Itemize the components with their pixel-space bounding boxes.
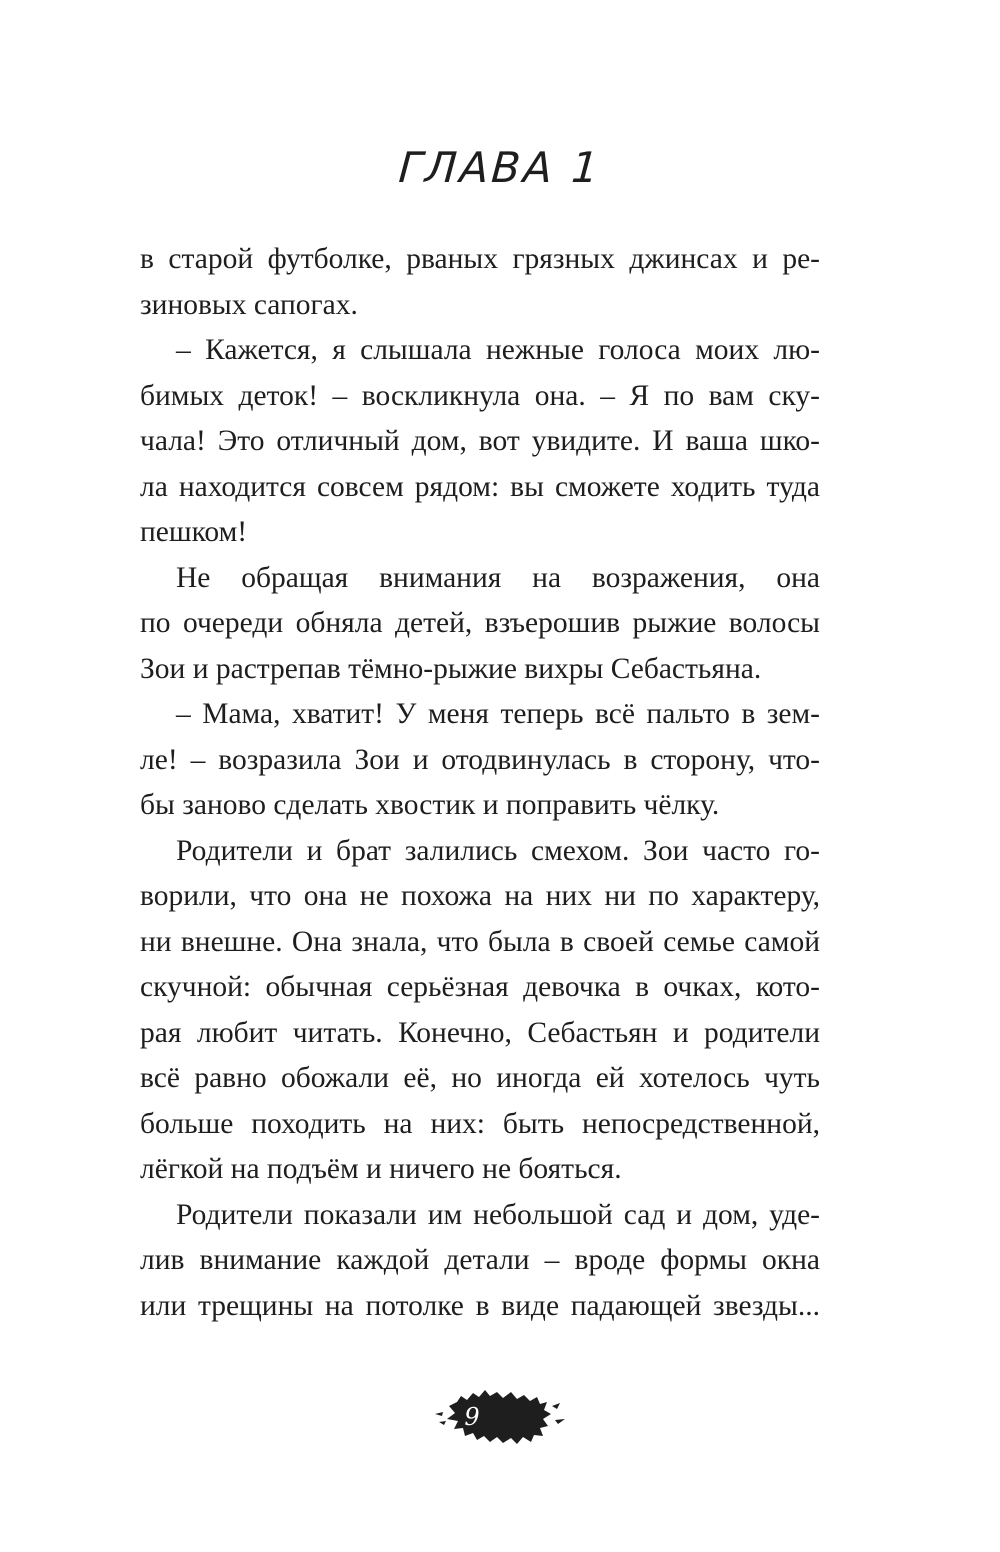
text-line: Родители и брат залились смехом. Зои часто го- — [176, 834, 820, 867]
chapter-title: ГЛАВА 1 — [397, 143, 603, 192]
text-line: по очереди обняла детей, взъерошив рыжие волосы — [140, 607, 820, 639]
text-line: лёгкой на подъём и ничего не бояться. — [140, 1153, 622, 1185]
text-line: ворили, что она не похожа на них ни по характеру, — [140, 880, 820, 912]
text-line: всё равно обожали её, но иногда ей хотелось чуть — [140, 1062, 820, 1094]
text-line: рая любит читать. Конечно, Себастьян и родители — [140, 1016, 820, 1049]
text-line: зиновых сапогах. — [140, 288, 358, 321]
text-line: ле! – возразила Зои и отодвинулась в сторону, что- — [140, 743, 820, 776]
ink-splash-icon — [427, 1362, 577, 1472]
text-line: – Кажется, я слышала нежные голоса моих лю- — [176, 334, 820, 366]
text-line: – Мама, хватит! У меня теперь всё пальто в зем- — [176, 698, 820, 730]
text-line: Родители показали им небольшой сад и дом, уде- — [176, 1198, 820, 1231]
text-line: ни внешне. Она знала, что была в своей семье самой — [140, 925, 820, 958]
page-number: 9 — [464, 1403, 480, 1431]
text-line: Не обращая внимания на возражения, она — [176, 561, 820, 594]
text-line: бы заново сделать хвостик и поправить чёлку. — [140, 789, 720, 821]
text-line: бимых деток! – воскликнула она. – Я по вам ску- — [140, 379, 820, 412]
text-line: пешком! — [140, 516, 248, 548]
body-text — [140, 237, 820, 1329]
text-line: или трещины на потолке в виде падающей звезды... — [140, 1289, 820, 1322]
text-line: больше походить на них: быть непосредственной, — [140, 1107, 820, 1140]
text-line: чала! Это отличный дом, вот увидите. И ваша шко- — [140, 425, 820, 457]
text-line: ла находится совсем рядом: вы сможете ходить туда — [140, 470, 820, 503]
text-line: лив внимание каждой детали – вроде формы окна — [140, 1244, 820, 1276]
text-line: Зои и растрепав тёмно-рыжие вихры Себастьяна. — [140, 652, 762, 685]
text-line: в старой футболке, рваных грязных джинсах и ре- — [140, 243, 820, 275]
text-line: скучной: обычная серьёзная девочка в очках, кото- — [140, 971, 820, 1003]
